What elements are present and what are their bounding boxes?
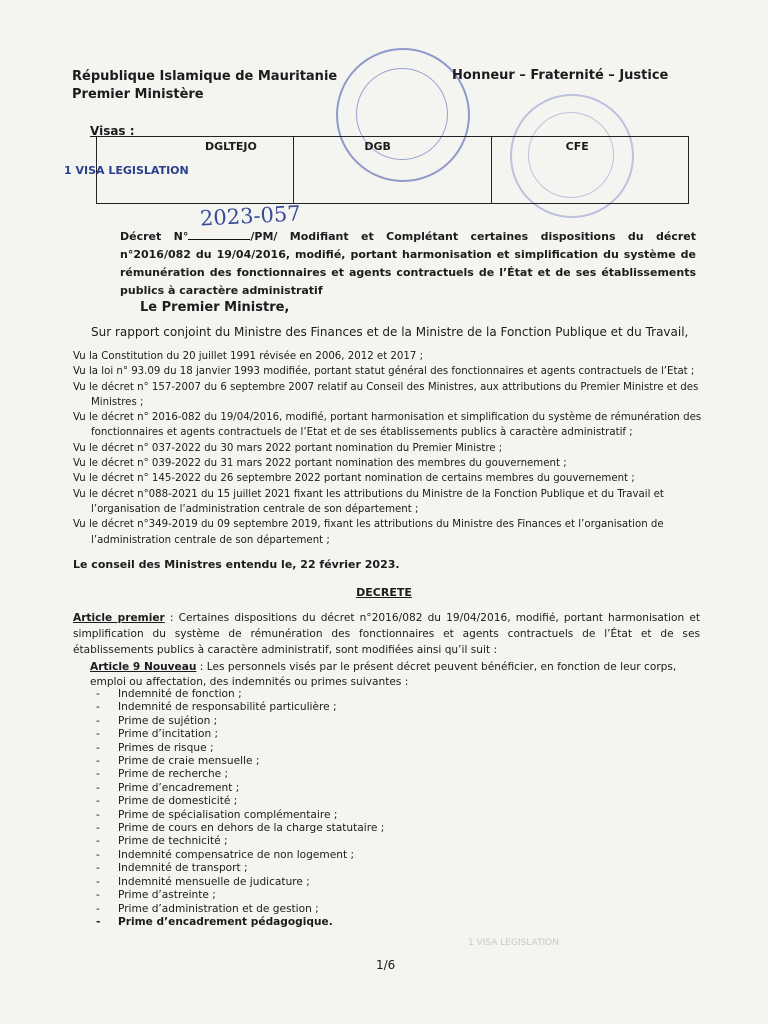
sur-rapport-text: Sur rapport conjoint du Ministre des Finances et de la Ministre de la Fonction Publique et du Travail, <box>91 325 689 339</box>
visa-header-cfe: CFE <box>565 140 589 153</box>
list-item: - Prime de technicité ; <box>96 835 384 848</box>
visa-header-dgb: DGB <box>364 140 391 153</box>
vu-item: Vu la Constitution du 20 juillet 1991 révisée en 2006, 2012 et 2017 ; <box>73 351 424 362</box>
vu-item: Vu le décret n° 2016-082 du 19/04/2016, modifié, portant harmonisation et simplification du système de rémunération des fonctionnaires et agents contractuels de l’Etat et de ses établissements publics à caractère administratif ; <box>73 412 702 439</box>
list-item: - Prime d’incitation ; <box>96 728 384 741</box>
article-premier-label: Article premier <box>73 612 165 624</box>
list-item: - Indemnité de fonction ; <box>96 688 384 701</box>
list-item: - Indemnité mensuelle de judicature ; <box>96 876 384 889</box>
conseil-statement: Le conseil des Ministres entendu le, 22 février 2023. <box>73 558 400 571</box>
vu-item: Vu le décret n°088-2021 du 15 juillet 2021 fixant les attributions du Ministre de la Fonction Publique et du Travail et l’organisation de l’administration centrale de son département ; <box>73 488 664 515</box>
decrete-heading: DECRETE <box>356 586 412 599</box>
visas-label: Visas : <box>90 124 135 138</box>
vu-item: Vu le décret n° 037-2022 du 30 mars 2022 portant nomination du Premier Ministre ; <box>73 442 503 454</box>
list-item: - Prime de spécialisation complémentaire ; <box>96 809 384 822</box>
list-item: - Prime de domesticité ; <box>96 795 384 808</box>
list-item: - Indemnité de responsabilité particulière ; <box>96 701 384 714</box>
list-item: - Prime d’astreinte ; <box>96 889 384 902</box>
decree-title <box>120 228 696 300</box>
bleed-through-text: 1 VISA LEGISLATION <box>468 938 559 948</box>
decree-prefix: Décret N° <box>120 230 189 243</box>
list-item: - Prime de recherche ; <box>96 768 384 781</box>
visa-header-dgltejo: DGLTEJO <box>205 140 257 153</box>
header-left <box>72 68 337 104</box>
article-premier <box>73 610 700 658</box>
visa-cell-dgb <box>294 137 491 203</box>
decree-title-text: /PM/ Modifiant et Complétant certaines dispositions du décret n°2016/082 du 19/04/2016, modifié, portant harmonisation et simplification du système de rémunération des fonctionnaires et agents contractuels de l’État et de ses établissements publics à caractère administratif <box>120 230 696 297</box>
handwritten-decree-number: 2023-057 <box>199 201 302 231</box>
vu-list <box>73 349 703 548</box>
country-name: République Islamique de Mauritanie <box>72 69 338 84</box>
article-9 <box>90 660 710 690</box>
list-item: - Prime de sujétion ; <box>96 715 384 728</box>
decree-number-blank <box>188 228 250 240</box>
article-premier-text: : Certaines dispositions du décret n°2016/082 du 19/04/2016, modifié, portant harmonisation et simplification du système de rémunération des fonctionnaires et agents contractuels de l’État et de ses établissements publics à caractère administratif, sont modifiées ainsi qu’il suit : <box>73 612 701 656</box>
list-item: - Indemnité compensatrice de non logement ; <box>96 849 384 862</box>
list-item: - Primes de risque ; <box>96 742 384 755</box>
article-9-label: Article 9 Nouveau <box>90 661 197 673</box>
vu-item: Vu le décret n°349-2019 du 09 septembre 2019, fixant les attributions du Ministre des Finances et l’organisation de l’administration centrale de son département ; <box>73 519 664 546</box>
vu-item: Vu le décret n° 039-2022 du 31 mars 2022 portant nomination des membres du gouvernement ; <box>73 458 567 470</box>
list-item: - Prime d’administration et de gestion ; <box>96 903 384 916</box>
list-item: - Prime d’encadrement ; <box>96 782 384 795</box>
list-item: - Prime d’encadrement pédagogique. <box>96 916 384 929</box>
page-number: 1/6 <box>376 958 396 972</box>
primes-list <box>96 688 384 929</box>
vu-item: Vu le décret n° 145-2022 du 26 septembre 2022 portant nomination de certains membres du gouvernement ; <box>73 473 635 485</box>
list-item: - Indemnité de transport ; <box>96 862 384 875</box>
ministry-name: Premier Ministère <box>72 87 204 102</box>
vu-item: Vu le décret n° 157-2007 du 6 septembre 2007 relatif au Conseil des Ministres, aux attributions du Premier Ministre et des Ministres ; <box>73 381 699 408</box>
visa-cell-cfe <box>492 137 688 203</box>
national-motto: Honneur – Fraternité – Justice <box>452 68 669 83</box>
premier-ministre-heading: Le Premier Ministre, <box>140 300 290 315</box>
list-item: - Prime de craie mensuelle ; <box>96 755 384 768</box>
article-9-text: : Les personnels visés par le présent décret peuvent bénéficier, en fonction de leur corps, emploi ou affectation, des indemnités ou primes suivantes : <box>90 661 677 688</box>
vu-item: Vu la loi n° 93.09 du 18 janvier 1993 modifiée, portant statut général des fonctionnaires et agents contractuels de l’Etat ; <box>73 366 695 378</box>
list-item: - Prime de cours en dehors de la charge statutaire ; <box>96 822 384 835</box>
visa-legislation-stamp: 1 VISA LEGISLATION <box>64 164 189 177</box>
